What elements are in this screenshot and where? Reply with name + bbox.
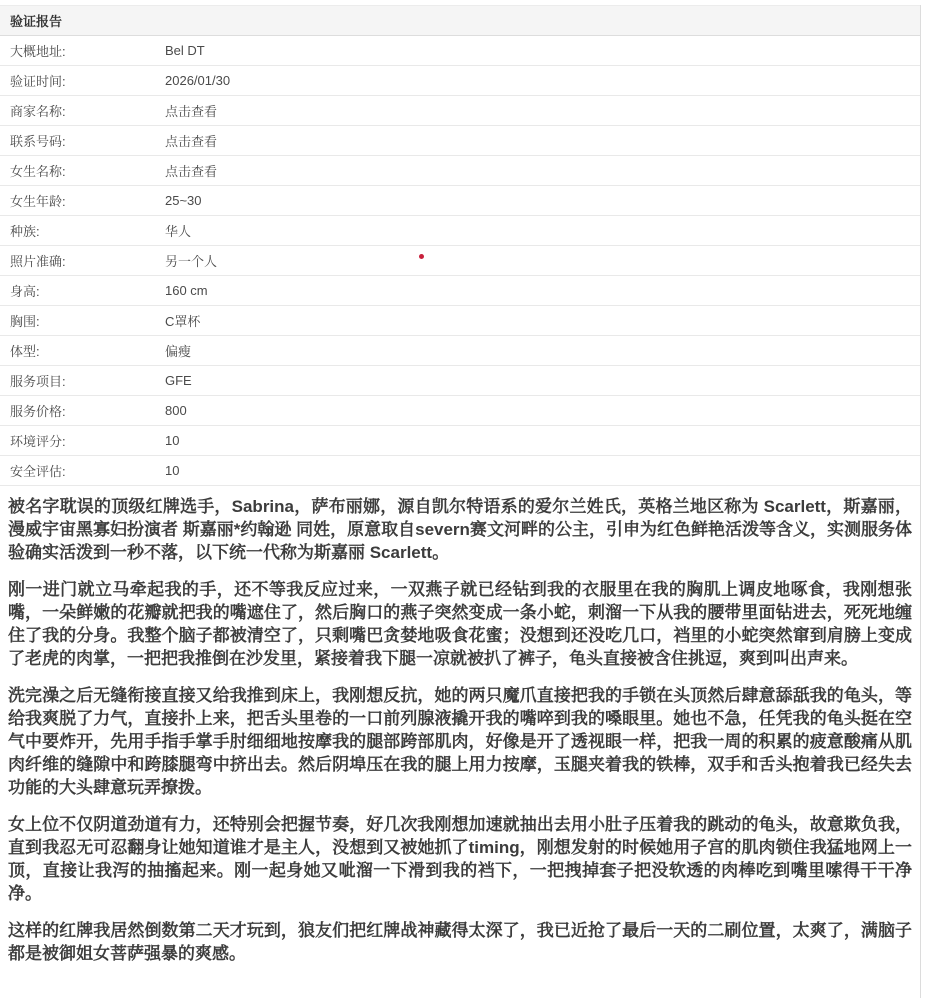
table-row-girl-name (0, 156, 920, 186)
field-value: 10 (165, 463, 180, 478)
field-value: 800 (165, 403, 187, 418)
field-label: 照片准确: (10, 254, 66, 269)
field-value: Bel DT (165, 43, 205, 58)
table-row-body-type (0, 336, 920, 366)
table-row-environment-score (0, 426, 920, 456)
review-paragraph: 洗完澡之后无缝衔接直接又给我推到床上，我刚想反抗，她的两只魔爪直接把我的手锁在头顶然后肆意舔舐我的龟头，等给我爽脱了力气，直接扑上来，把舌头里卷的一口前列腺液撬开我的嘴啐到我的嗓眼里。她也不急，任凭我的龟头挺在空气中要炸开，先用手指手掌手肘细细地按摩我的腿部跨部肌肉，好像是开了透视眼一样，把我一周的积累的疲意酸痛从肌肉纤维的缝隙中和跨膝腿弯中挤出去。然后阴埠压在我的腿上用力按摩，玉腿夹着我的铁棒，双手和舌头抱着我已经失去功能的大头肆意玩弄撩拨。 (8, 686, 912, 797)
table-row-photo-accuracy (0, 246, 920, 276)
field-value: 另一个人 (165, 254, 218, 269)
red-dot-marker (419, 254, 424, 259)
field-value: 2026/01/30 (165, 73, 231, 88)
field-value-link[interactable]: 点击查看 (165, 104, 218, 119)
field-value: 华人 (165, 224, 192, 239)
field-label: 安全评估: (10, 464, 66, 479)
table-row-bust (0, 306, 920, 336)
report-title: 验证报告 (0, 6, 920, 36)
table-row-service-price (0, 396, 920, 426)
table-row-contact-number (0, 126, 920, 156)
field-value: 25~30 (165, 193, 202, 208)
field-label: 服务项目: (10, 374, 66, 389)
field-label: 女生名称: (10, 164, 66, 179)
field-value-link[interactable]: 点击查看 (165, 134, 218, 149)
verification-report-table (0, 5, 920, 486)
field-label: 联系号码: (10, 134, 66, 149)
content-column (0, 5, 921, 998)
review-paragraph: 被名字耽误的顶级红牌选手，Sabrina，萨布丽娜，源自凯尔特语系的爱尔兰姓氏，英格兰地区称为 Scarlett，斯嘉丽，漫威宇宙黑寡妇扮演者 斯嘉丽*约翰逊 同姓，原意取自severn赛文河畔的公主，引申为红色鲜艳活泼等含义，实测服务体验确实活泼到一秒不落，以下统一代称为斯嘉丽 Scarlett。 (8, 497, 912, 562)
field-value: 偏瘦 (165, 344, 192, 359)
table-row-ethnicity (0, 216, 920, 246)
table-row-height (0, 276, 920, 306)
field-label: 商家名称: (10, 104, 66, 119)
field-label: 服务价格: (10, 404, 66, 419)
table-row-verify-date (0, 66, 920, 96)
table-row-service-items (0, 366, 920, 396)
review-paragraph: 这样的红牌我居然倒数第二天才玩到，狼友们把红牌战神藏得太深了，我已近抢了最后一天的二刷位置，太爽了，满脑子都是被御姐女菩萨强暴的爽感。 (8, 921, 912, 963)
field-value: GFE (165, 373, 192, 388)
table-row-address (0, 36, 920, 66)
field-label: 验证时间: (10, 74, 66, 89)
field-value: 10 (165, 433, 180, 448)
review-paragraph: 女上位不仅阴道劲道有力，还特别会把握节奏，好几次我刚想加速就抽出去用小肚子压着我的跳动的龟头，故意欺负我，直到我忍无可忍翻身让她知道谁才是主人，没想到又被她抓了timing，刚想发射的时候她用子宫的肌肉锁住我猛地网上一顶，直接让我泻的抽搐起来。刚一起身她又呲溜一下滑到我的裆下，一把拽掉套子把没软透的肉棒吃到嘴里嗦得干干净净。 (8, 815, 912, 903)
field-value: 160 cm (165, 283, 208, 298)
table-row-safety-score (0, 456, 920, 486)
field-label: 大概地址: (10, 44, 66, 59)
table-row-merchant-name (0, 96, 920, 126)
field-label: 胸围: (10, 314, 40, 329)
field-label: 种族: (10, 224, 40, 239)
field-label: 环境评分: (10, 434, 66, 449)
field-value: C罩杯 (165, 314, 201, 329)
review-paragraph: 刚一进门就立马牵起我的手，还不等我反应过来，一双燕子就已经钻到我的衣服里在我的胸肌上调皮地啄食，我刚想张嘴，一朵鲜嫩的花瓣就把我的嘴遮住了，然后胸口的燕子突然变成一条小蛇，刺溜一下从我的腰带里面钻进去，死死地缠住了我的分身。我整个脑子都被清空了，只剩嘴巴贪婪地吸食花蜜；没想到还没吃几口，裆里的小蛇突然窜到肩膀上变成了老虎的肉掌，一把把我推倒在沙发里，紧接着我下腿一凉就被扒了裤子，龟头直接被含住挑逗，爽到叫出声来。 (8, 580, 912, 668)
field-label: 体型: (10, 344, 40, 359)
field-value-link[interactable]: 点击查看 (165, 164, 218, 179)
field-label: 身高: (10, 284, 40, 299)
table-row-girl-age (0, 186, 920, 216)
review-text (0, 486, 921, 965)
field-label: 女生年龄: (10, 194, 66, 209)
